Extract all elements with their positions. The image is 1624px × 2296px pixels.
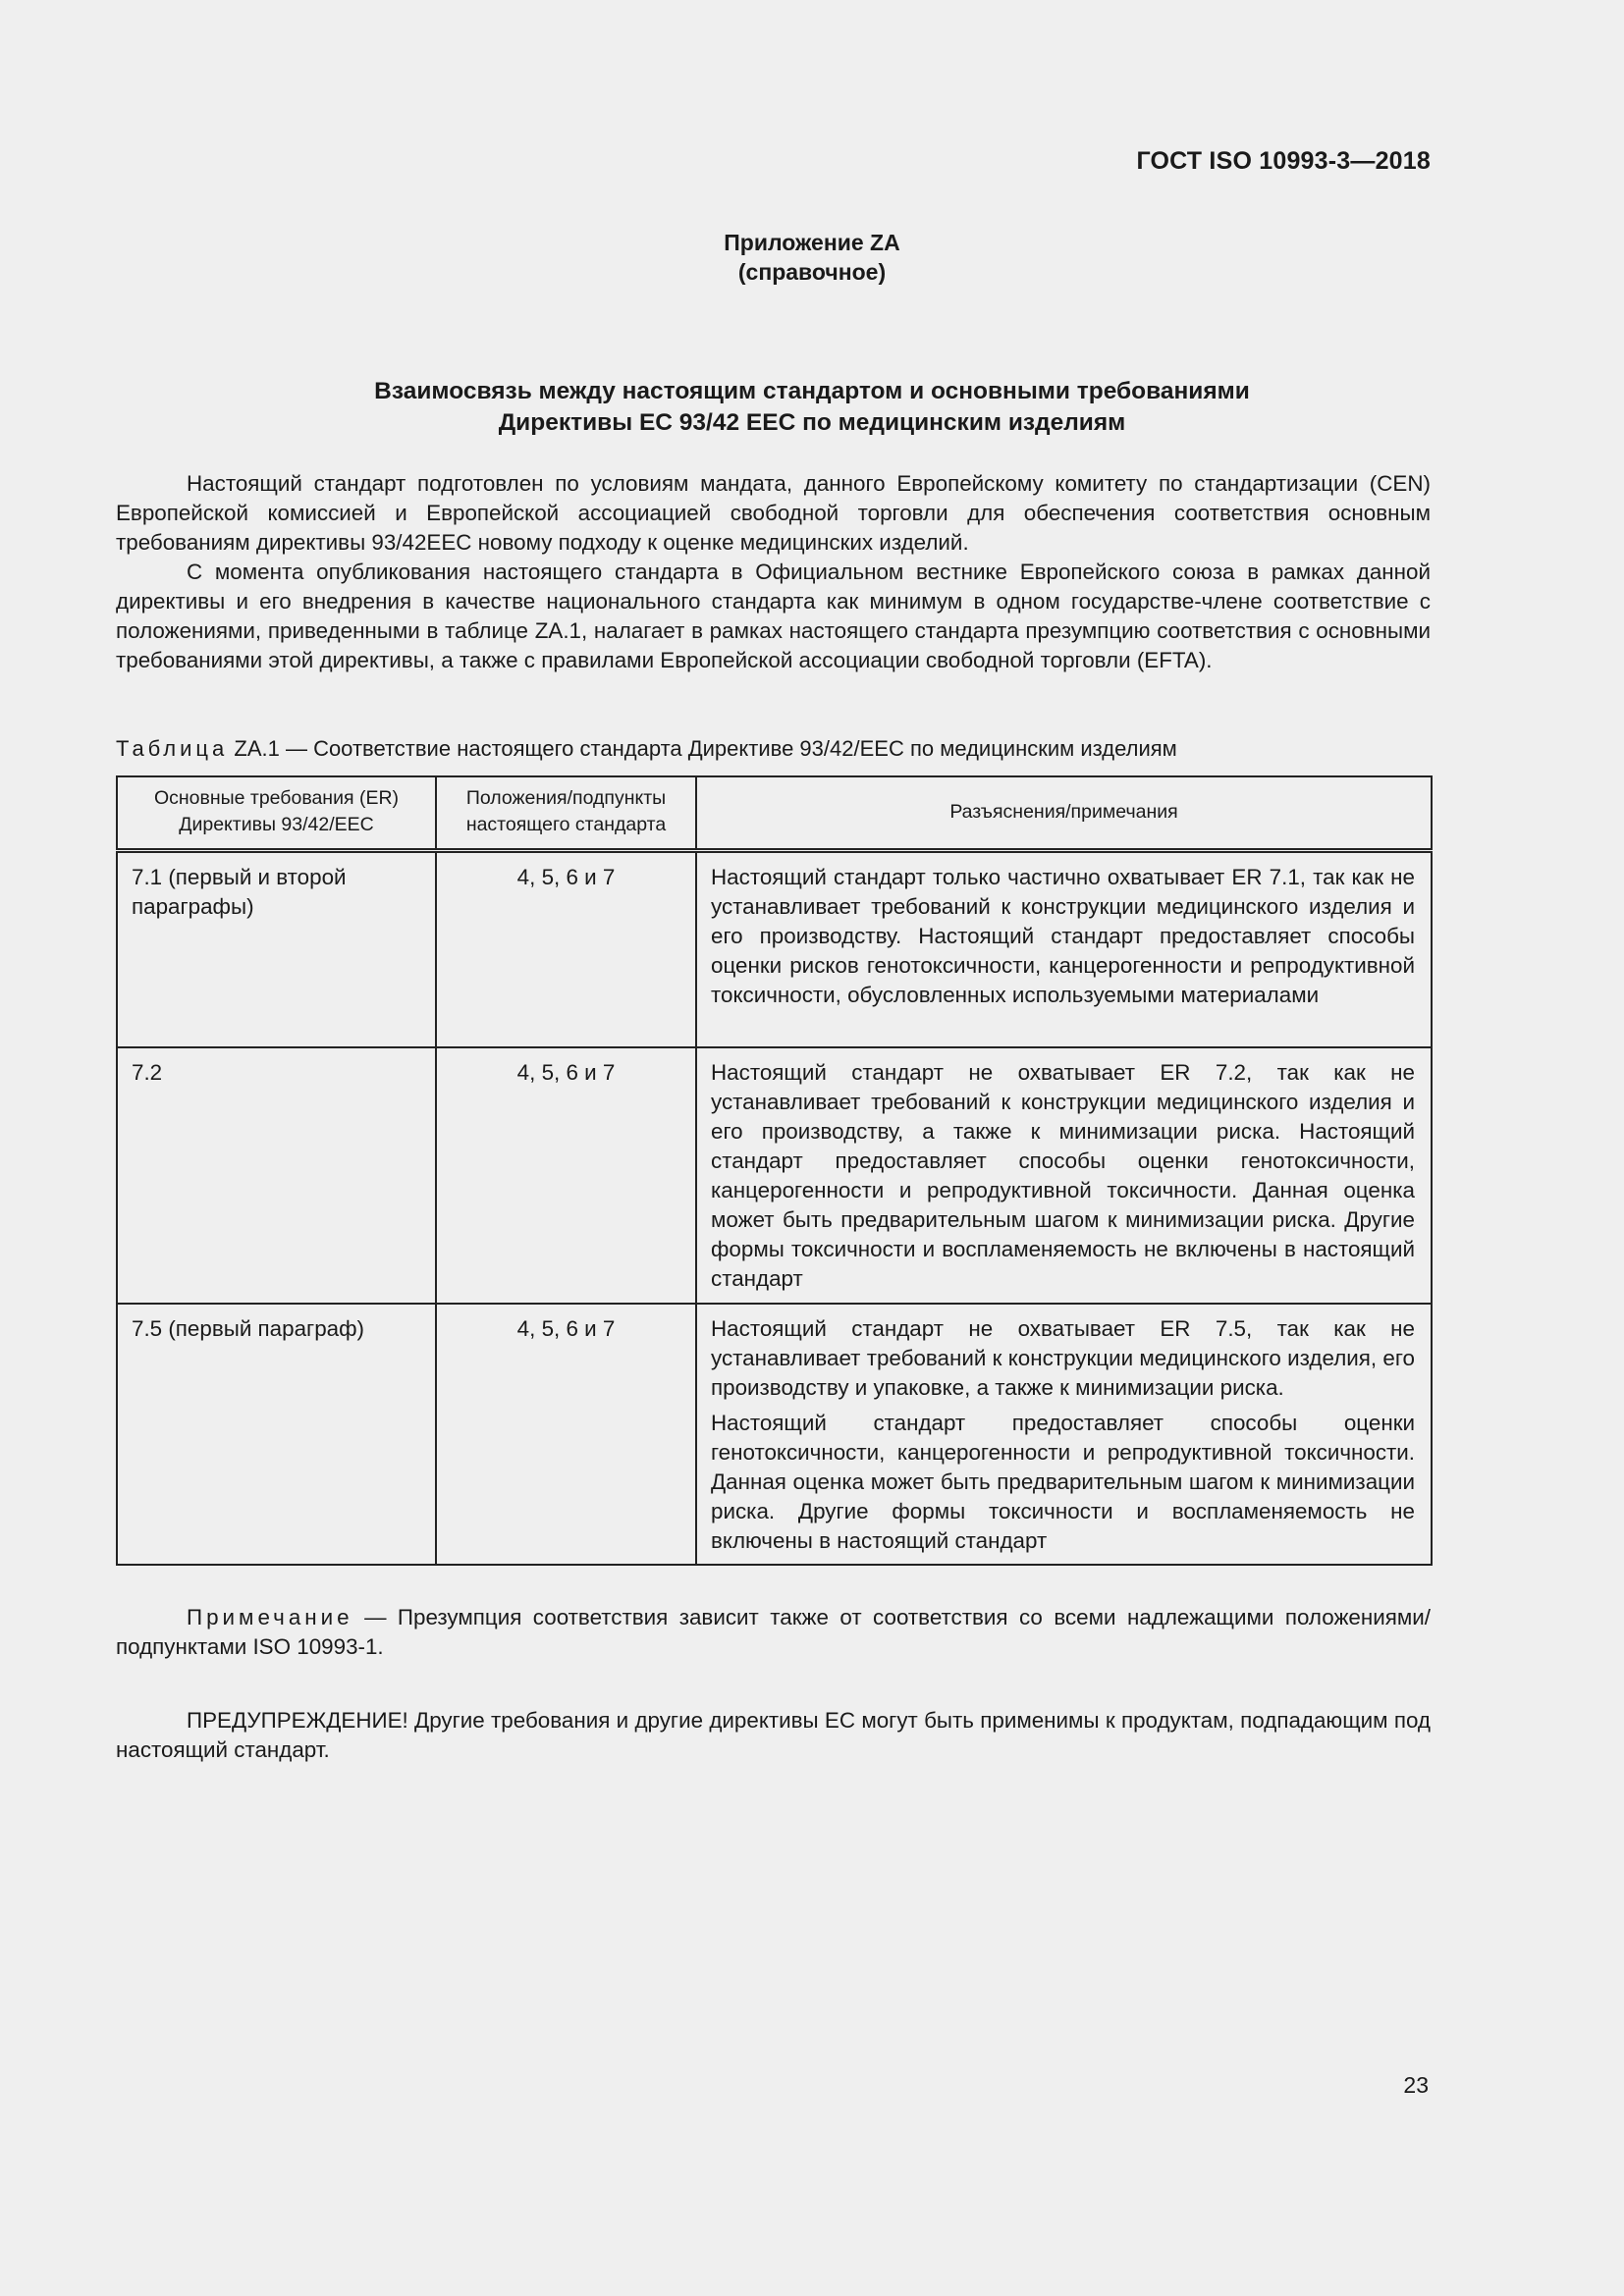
annex-type: (справочное) — [737, 259, 887, 285]
cell-requirement: 7.2 — [117, 1047, 436, 1304]
body-paragraph: С момента опубликования настоящего стандарта в Официальном вестнике Европейского союза в рамках данной директивы и его внедрения в качестве национального стандарта как минимум в одном государстве-члене соответствие с положениями, приведенными в таблице ZA.1, налагает в рамках настоящего стандарта презумпцию соответствия с основными требованиями этой директивы, а также с правилами Европейской ассоциации свободной торговли (EFTA). — [116, 560, 1431, 672]
cell-notes — [696, 851, 1432, 1048]
document-code: ГОСТ ISO 10993-3—2018 — [1136, 147, 1431, 175]
note-paragraph: Настоящий стандарт не охватывает ER 7.2, так как не устанавливает требований к конструкции медицинского изделия и его производству, а также к минимизации риска. Настоящий стандарт предоставляет способы оценки генотоксичности, канцерогенности и репродуктивной токсичности. Данная оценка может быть предварительным шагом к минимизации риска. Другие формы токсичности и воспламеняемость не включены в настоящий стандарт — [711, 1060, 1415, 1291]
header-notes: Разъяснения/примечания — [696, 776, 1432, 851]
header-clauses: Положения/подпункты настоящего стандарта — [436, 776, 696, 851]
annex-label: Приложение ZA — [724, 230, 900, 255]
cell-requirement: 7.5 (первый параграф) — [117, 1304, 436, 1565]
annex-title-line-1: Взаимосвязь между настоящим стандартом и основными требованиями — [374, 378, 1250, 404]
cell-clauses: 4, 5, 6 и 7 — [436, 851, 696, 1048]
note-paragraph: Настоящий стандарт не охватывает ER 7.5, так как не устанавливает требований к конструкции медицинского изделия, его производству и упаковке, а также к минимизации риска. — [711, 1316, 1415, 1400]
page-number: 23 — [1403, 2072, 1429, 2098]
table-row — [117, 1047, 1432, 1304]
annex-title — [0, 376, 1624, 439]
note-text: — Презумпция соответствия зависит также от соответствия со всеми надлежащими положениями/подпунктами ISO 10993-1. — [116, 1605, 1431, 1659]
header-essential-requirements: Основные требования (ER) Директивы 93/42/ЕЕС — [117, 776, 436, 851]
warning-text — [116, 1706, 1431, 1765]
requirements-table — [116, 775, 1433, 1566]
table-row — [117, 851, 1432, 1048]
table-row — [117, 1304, 1432, 1565]
warning-paragraph: ПРЕДУПРЕЖДЕНИЕ! Другие требования и другие директивы ЕС могут быть применимы к продуктам, подпадающим под настоящий стандарт. — [116, 1708, 1431, 1762]
cell-clauses: 4, 5, 6 и 7 — [436, 1304, 696, 1565]
cell-notes — [696, 1047, 1432, 1304]
cell-requirement: 7.1 (первый и второй параграфы) — [117, 851, 436, 1048]
cell-clauses: 4, 5, 6 и 7 — [436, 1047, 696, 1304]
body-paragraph: Настоящий стандарт подготовлен по условиям мандата, данного Европейскому комитету по стандартизации (CEN) Европейской комиссией и Европейской ассоциацией свободной торговли для обеспечения соответствия основным требованиям директивы 93/42ЕЕС новому подходу к оценке медицинских изделий. — [116, 471, 1431, 555]
table-caption — [116, 734, 1431, 764]
cell-notes — [696, 1304, 1432, 1565]
annex-heading — [0, 228, 1624, 287]
body-text — [116, 469, 1431, 675]
table-note — [116, 1603, 1431, 1662]
note-paragraph: Настоящий стандарт только частично охватывает ER 7.1, так как не устанавливает требований к конструкции медицинского изделия и его производству. Настоящий стандарт предоставляет способы оценки рисков генотоксичности, канцерогенности и репродуктивной токсичности, обусловленных используемыми материалами — [711, 865, 1415, 1007]
note-prefix: Примечание — [187, 1605, 353, 1629]
annex-title-line-2: Директивы ЕС 93/42 ЕЕС по медицинским изделиям — [498, 409, 1126, 436]
note-paragraph: Настоящий стандарт предоставляет способы оценки генотоксичности, канцерогенности и репродуктивной токсичности. Данная оценка может быть предварительным шагом к минимизации риска. Другие формы токсичности и воспламеняемость не включены в настоящий стандарт — [711, 1411, 1415, 1553]
table-caption-prefix: Таблица — [116, 736, 229, 761]
table-header-row — [117, 776, 1432, 851]
table-caption-text: ZA.1 — Соответствие настоящего стандарта Директиве 93/42/ЕЕС по медицинским изделиям — [228, 736, 1177, 761]
